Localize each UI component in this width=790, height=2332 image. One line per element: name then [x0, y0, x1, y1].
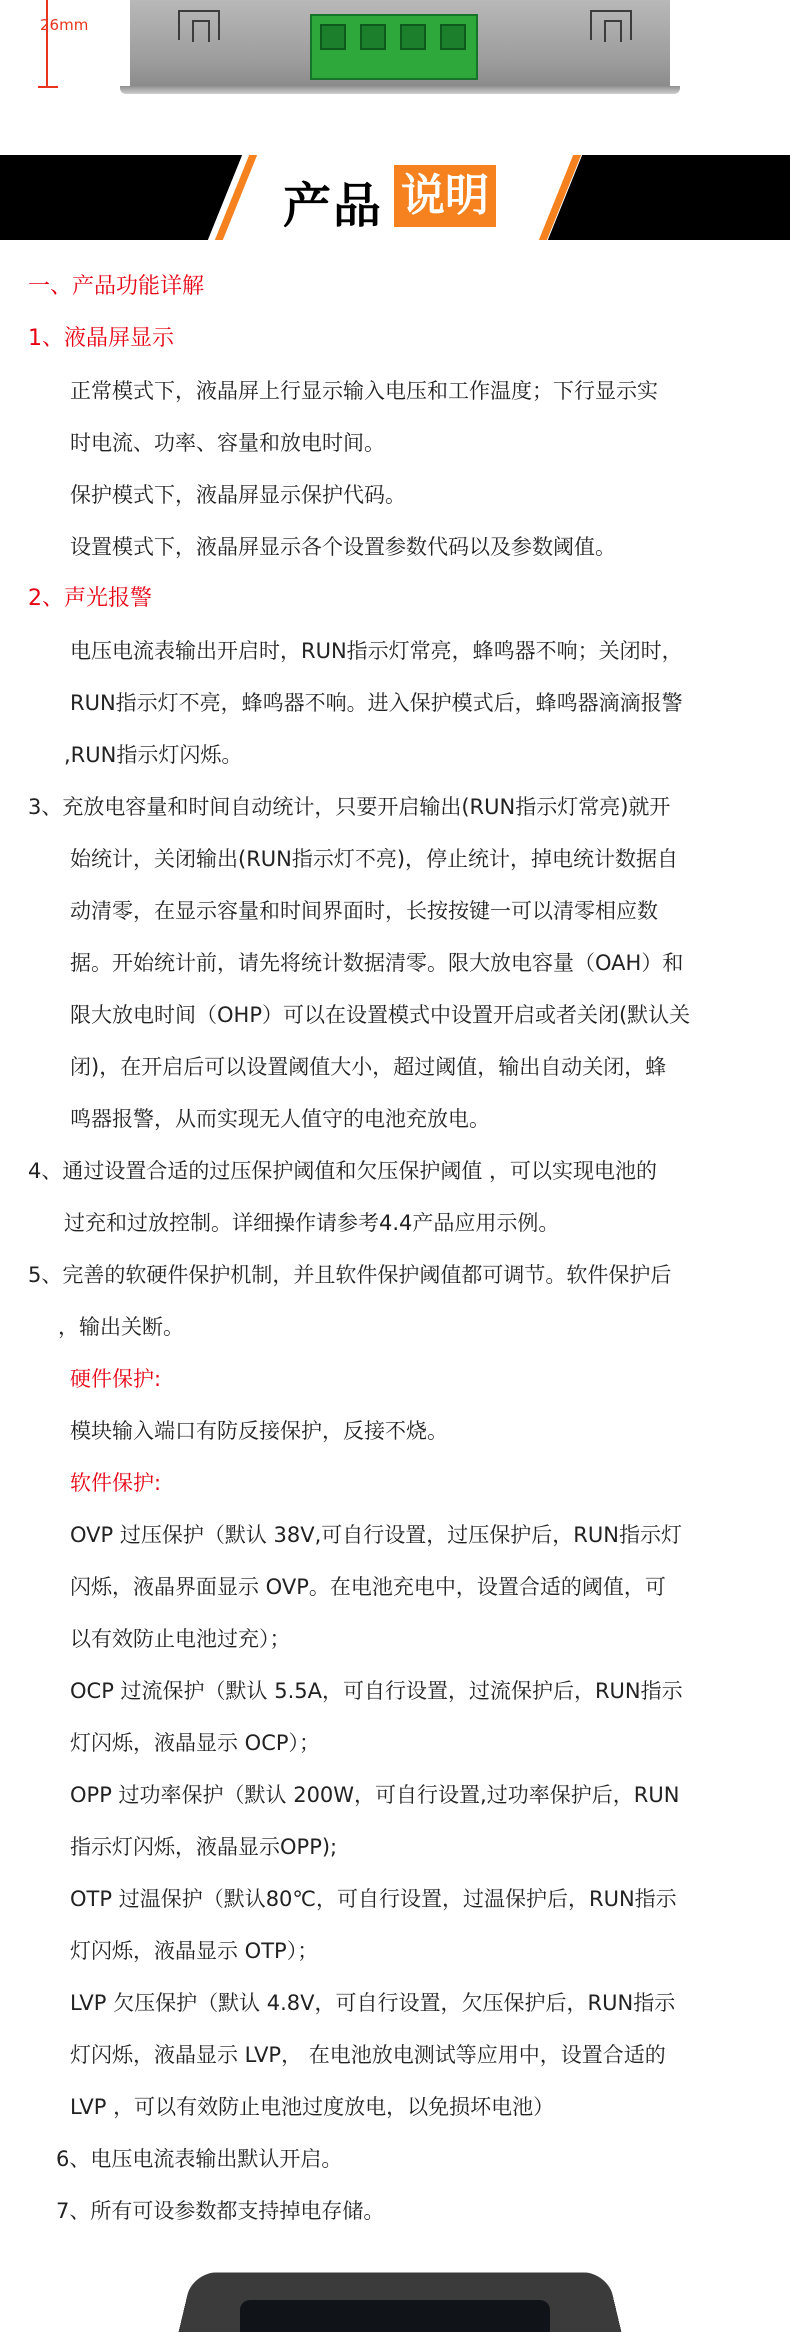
- device-base: [120, 86, 680, 94]
- terminal-screw: [360, 24, 386, 50]
- protection-text: 以有效防止电池过充）；: [70, 1627, 291, 1651]
- section-title: 一、产品功能详解: [28, 274, 205, 299]
- protection-subheading: 硬件保护:: [70, 1367, 162, 1391]
- protection-text: LVP 欠压保护（默认 4.8V，可自行设置，欠压保护后，RUN指示: [70, 1991, 676, 2015]
- feature-text: 3、充放电容量和时间自动统计，只要开启输出(RUN指示灯常亮)就开: [28, 795, 671, 819]
- feature-text: 5、完善的软硬件保护机制，并且软件保护阈值都可调节。软件保护后: [28, 1263, 672, 1287]
- protection-text: OCP 过流保护（默认 5.5A，可自行设置，过流保护后，RUN指示: [70, 1679, 683, 1703]
- device-screen: [240, 2300, 550, 2332]
- feature-text: 动清零，在显示容量和时间界面时，长按按键一可以清零相应数: [70, 899, 658, 923]
- section-banner: [0, 155, 790, 240]
- feature-text: 4、通过设置合适的过压保护阈值和欠压保护阈值 ，可以实现电池的: [28, 1159, 658, 1183]
- feature-text: 保护模式下，液晶屏显示保护代码。: [70, 483, 406, 507]
- banner-title-primary: 产品: [283, 178, 384, 234]
- protection-text: 指示灯闪烁，液晶显示OPP);: [70, 1835, 338, 1859]
- protection-text: OVP 过压保护（默认 38V,可自行设置，过压保护后，RUN指示灯: [70, 1523, 682, 1547]
- feature-text: 始统计，关闭输出(RUN指示灯不亮)，停止统计，掉电统计数据自: [70, 847, 679, 871]
- product-photo-bottom: [0, 2256, 790, 2332]
- feature-text: 设置模式下，液晶屏显示各个设置参数代码以及参数阈值。: [70, 535, 616, 559]
- banner-title-highlight: 说明: [394, 165, 496, 227]
- feature-text: ,RUN指示灯闪烁。: [64, 743, 243, 767]
- feature-text: RUN指示灯不亮，蜂鸣器不响。进入保护模式后，蜂鸣器滴滴报警: [70, 691, 683, 715]
- protection-text: OTP 过温保护（默认80℃，可自行设置，过温保护后，RUN指示: [70, 1887, 677, 1911]
- protection-text: 闪烁，液晶界面显示 OVP。在电池充电中，设置合适的阈值，可: [70, 1575, 666, 1599]
- feature-text: 闭)，在开启后可以设置阈值大小，超过阈值，输出自动关闭，蜂: [70, 1055, 667, 1079]
- feature-text: 时电流、功率、容量和放电时间。: [70, 431, 385, 455]
- terminal-screw: [440, 24, 466, 50]
- feature-heading: 2、声光报警: [28, 586, 152, 611]
- feature-text: 过充和过放控制。详细操作请参考4.4产品应用示例。: [64, 1211, 560, 1235]
- terminal-block: [310, 14, 478, 80]
- feature-text: 7、所有可设参数都支持掉电存储。: [56, 2199, 385, 2223]
- dimension-tick: [38, 86, 58, 88]
- feature-text: 鸣器报警，从而实现无人值守的电池充放电。: [70, 1107, 490, 1131]
- feature-text: 正常模式下，液晶屏上行显示输入电压和工作温度；下行显示实: [70, 379, 658, 403]
- dimension-line: [46, 0, 48, 88]
- protection-text: 灯闪烁，液晶显示 OCP）；: [70, 1731, 321, 1755]
- feature-text: 6、电压电流表输出默认开启。: [56, 2147, 343, 2171]
- dimension-label: 26mm: [40, 16, 89, 34]
- protection-text: LVP ，可以有效防止电池过度放电，以免损坏电池）: [70, 2095, 555, 2119]
- protection-subheading: 软件保护:: [70, 1471, 162, 1495]
- protection-text: OPP 过功率保护（默认 200W，可自行设置,过功率保护后，RUN: [70, 1783, 680, 1807]
- protection-text: 灯闪烁，液晶显示 OTP）；: [70, 1939, 319, 1963]
- protection-text: 灯闪烁，液晶显示 LVP， 在电池放电测试等应用中，设置合适的: [70, 2043, 666, 2067]
- mount-clip-left: [178, 10, 220, 40]
- feature-text: 模块输入端口有防反接保护，反接不烧。: [70, 1419, 448, 1443]
- feature-text: 据。开始统计前，请先将统计数据清零。限大放电容量（OAH）和: [70, 951, 684, 975]
- feature-text: 限大放电时间（OHP）可以在设置模式中设置开启或者关闭(默认关: [70, 1003, 691, 1027]
- product-photo-top: [0, 0, 790, 155]
- mount-clip-right: [590, 10, 632, 40]
- terminal-screw: [400, 24, 426, 50]
- feature-heading: 1、液晶屏显示: [28, 326, 174, 351]
- terminal-screw: [320, 24, 346, 50]
- feature-text: ，输出关断。: [58, 1315, 184, 1339]
- feature-text: 电压电流表输出开启时，RUN指示灯常亮，蜂鸣器不响；关闭时，: [70, 639, 683, 663]
